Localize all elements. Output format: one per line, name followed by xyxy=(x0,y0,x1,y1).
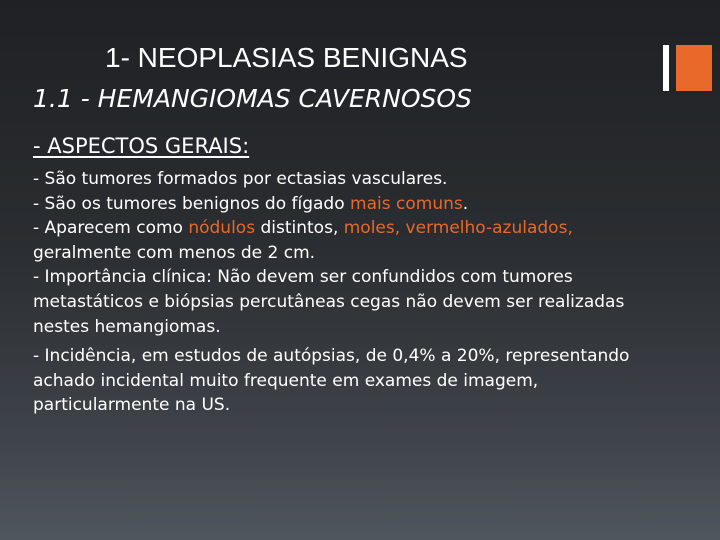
bullet-5-text: - Incidência, em estudos de autópsias, de 0,4% a 20%, representando achado incidental muito frequente em exames de imagem, particularmente na US. xyxy=(33,346,630,416)
bullet-3-middle: distintos, xyxy=(255,218,344,239)
bullet-3-text: - Aparecem como xyxy=(33,218,189,239)
bullet-5 xyxy=(33,344,633,418)
bullet-2-end: . xyxy=(462,193,469,214)
accent-block xyxy=(676,45,712,91)
bullet-3 xyxy=(33,216,633,265)
bullet-2-text: - São os tumores benignos do fígado xyxy=(33,193,351,214)
bullet-3-highlight-1: nódulos xyxy=(188,218,256,239)
accent-bar xyxy=(663,45,669,91)
slide-title: 1- NEOPLASIAS BENIGNAS xyxy=(105,42,468,73)
slide-subtitle: 1.1 - HEMANGIOMAS CAVERNOSOS xyxy=(33,84,472,113)
bullet-2 xyxy=(33,192,633,217)
bullet-2-highlight: mais comuns xyxy=(350,193,463,214)
bullet-3-highlight-2: moles, vermelho-azulados, xyxy=(343,218,573,239)
bullet-3-end: geralmente com menos de 2 cm. xyxy=(33,242,316,263)
section-heading: - ASPECTOS GERAIS: xyxy=(33,134,250,158)
bullet-1 xyxy=(33,167,633,192)
body-text xyxy=(33,167,633,418)
bullet-4 xyxy=(33,265,633,339)
bullet-4-text: - Importância clínica: Não devem ser confundidos com tumores metastáticos e biópsias percutâneas cegas não devem ser realizadas nestes hemangiomas. xyxy=(33,267,625,337)
bullet-1-text: - São tumores formados por ectasias vasculares. xyxy=(33,169,448,189)
